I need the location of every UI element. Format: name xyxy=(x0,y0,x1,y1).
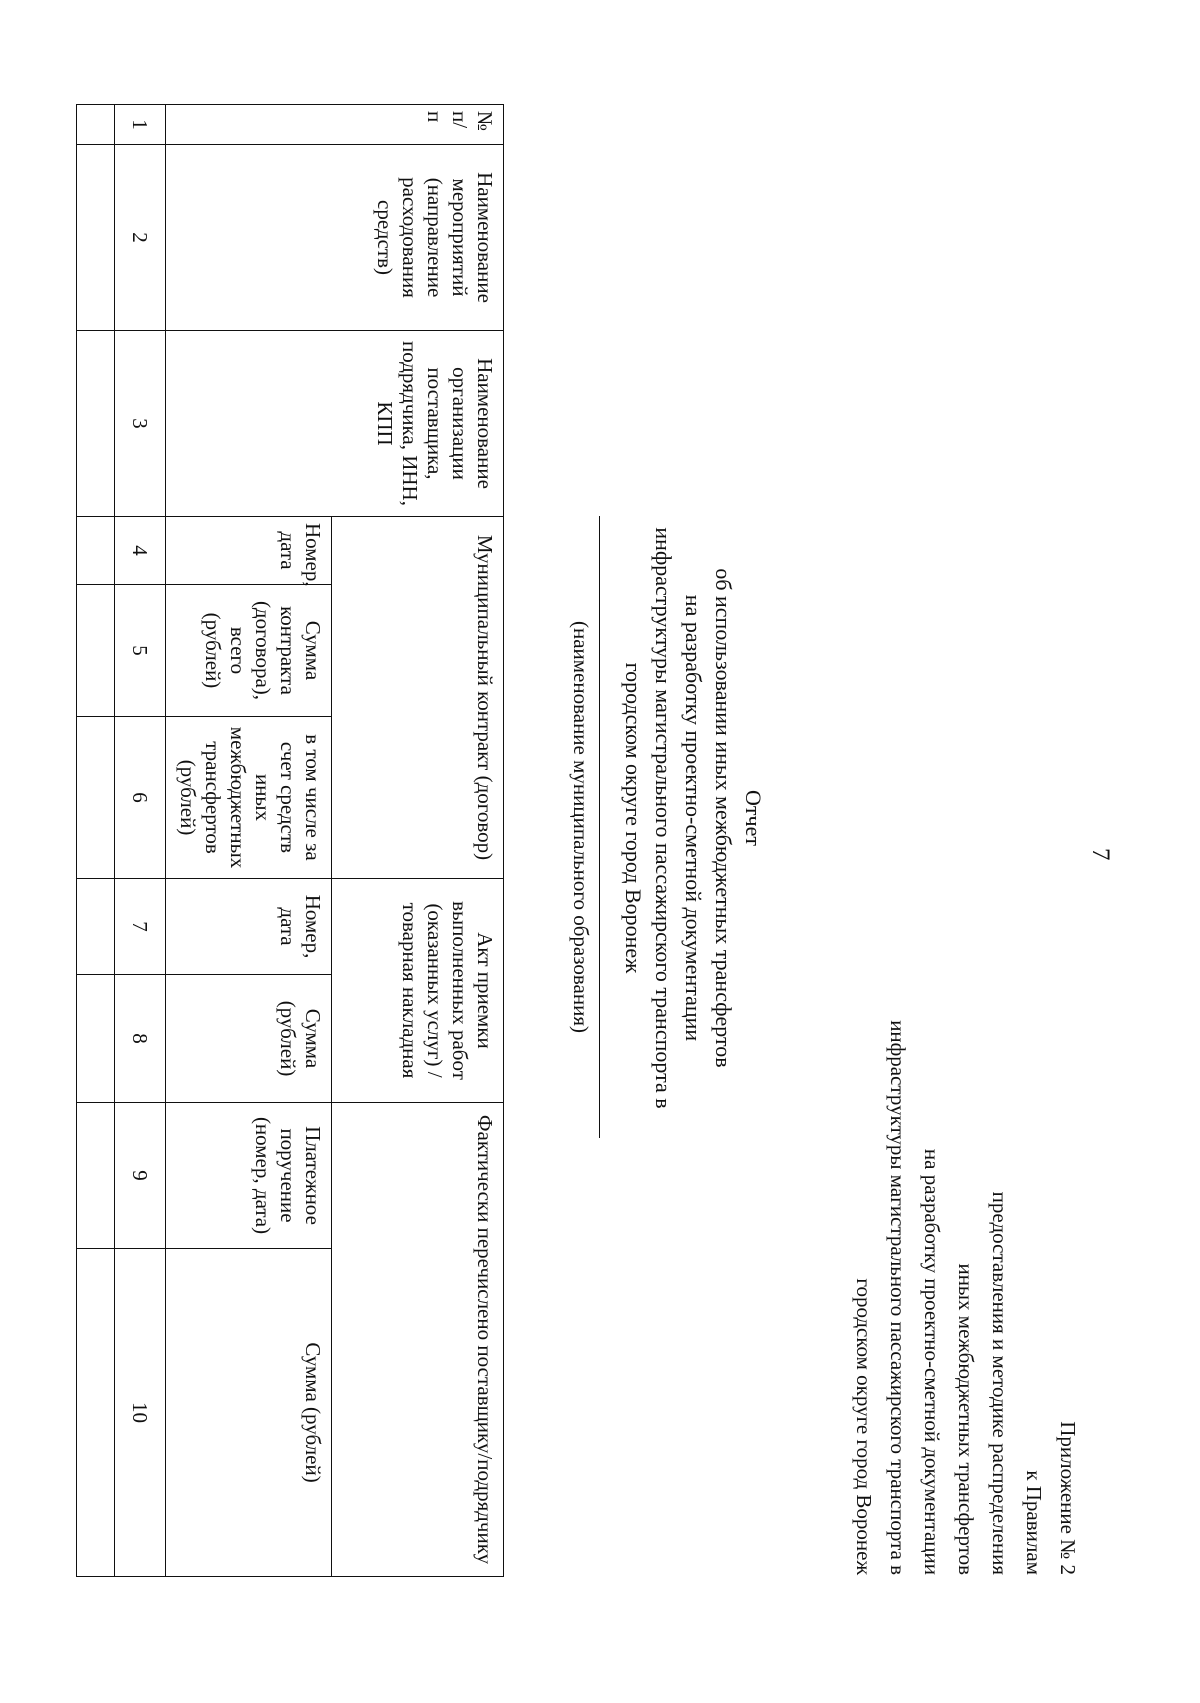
appendix-line: на разработку проектно-сметной документации xyxy=(920,1148,944,1575)
subheader-paid-sum: Сумма (рублей) xyxy=(166,1249,332,1577)
column-number: 2 xyxy=(115,145,166,331)
municipality-blank-line xyxy=(599,516,600,1138)
subheader-act-sum: Сумма (рублей) xyxy=(166,975,332,1103)
subheader-payment-order: Платежное поручение (номер, дата) xyxy=(166,1103,332,1249)
report-title-block xyxy=(618,498,768,1138)
appendix-header xyxy=(847,1015,1085,1575)
empty-cell xyxy=(77,331,115,517)
column-number-row xyxy=(115,105,166,1577)
empty-cell xyxy=(77,975,115,1103)
subheader-contract-transfers: в том числе за счет средств иных межбюджетных трансфертов (рублей) xyxy=(166,717,332,879)
appendix-line: Приложение № 2 xyxy=(1056,1421,1080,1575)
empty-cell xyxy=(77,145,115,331)
empty-cell xyxy=(77,717,115,879)
column-number: 8 xyxy=(115,975,166,1103)
empty-cell xyxy=(77,585,115,717)
municipality-caption: (наименование муниципального образования) xyxy=(569,620,593,1034)
header-event: Наименование мероприятий (направление расходования средств) xyxy=(166,145,504,331)
header-num: № п/п xyxy=(166,105,504,145)
appendix-line: предоставления и методике распределения xyxy=(988,1191,1012,1575)
appendix-line: городском округе город Воронеж xyxy=(852,1278,876,1575)
empty-cell xyxy=(77,105,115,145)
appendix-line: к Правилам xyxy=(1022,1470,1046,1575)
header-act: Акт приемки выполненных работ (оказанных услуг) / товарная накладная xyxy=(332,879,504,1103)
column-number: 7 xyxy=(115,879,166,975)
subheader-contract-sum: Сумма контракта (договора), всего (рублей) xyxy=(166,585,332,717)
report-title: Отчет xyxy=(741,790,766,846)
column-number: 5 xyxy=(115,585,166,717)
empty-cell xyxy=(77,879,115,975)
report-subtitle-line: городском округе город Воронеж xyxy=(621,662,646,974)
column-number: 9 xyxy=(115,1103,166,1249)
empty-cell xyxy=(77,1249,115,1577)
empty-cell xyxy=(77,517,115,585)
header-org: Наименование организации поставщика, подрядчика, ИНН, КПП xyxy=(166,331,504,517)
appendix-line: инфраструктуры магистрального пассажирского транспорта в xyxy=(886,1020,910,1575)
empty-cell xyxy=(77,1103,115,1249)
empty-data-row xyxy=(77,105,115,1577)
header-contract: Муниципальный контракт (договор) xyxy=(332,517,504,879)
column-number: 4 xyxy=(115,517,166,585)
header-row xyxy=(332,105,504,1577)
column-number: 10 xyxy=(115,1249,166,1577)
report-subtitle-line: на разработку проектно-сметной документации xyxy=(681,594,706,1042)
page-number: 7 xyxy=(1087,848,1114,861)
header-paid: Фактически перечислено поставщику/подрядчику xyxy=(332,1103,504,1577)
subheader-contract-number: Номер, дата xyxy=(166,517,332,585)
column-number: 3 xyxy=(115,331,166,517)
report-table xyxy=(76,104,504,1577)
subheader-act-number: Номер, дата xyxy=(166,879,332,975)
report-subtitle-line: инфраструктуры магистрального пассажирского транспорта в xyxy=(651,527,676,1109)
column-number: 1 xyxy=(115,105,166,145)
appendix-line: иных межбюджетных трансфертов xyxy=(954,1263,978,1575)
column-number: 6 xyxy=(115,717,166,879)
report-subtitle-line: об использовании иных межбюджетных трансфертов xyxy=(711,568,736,1068)
